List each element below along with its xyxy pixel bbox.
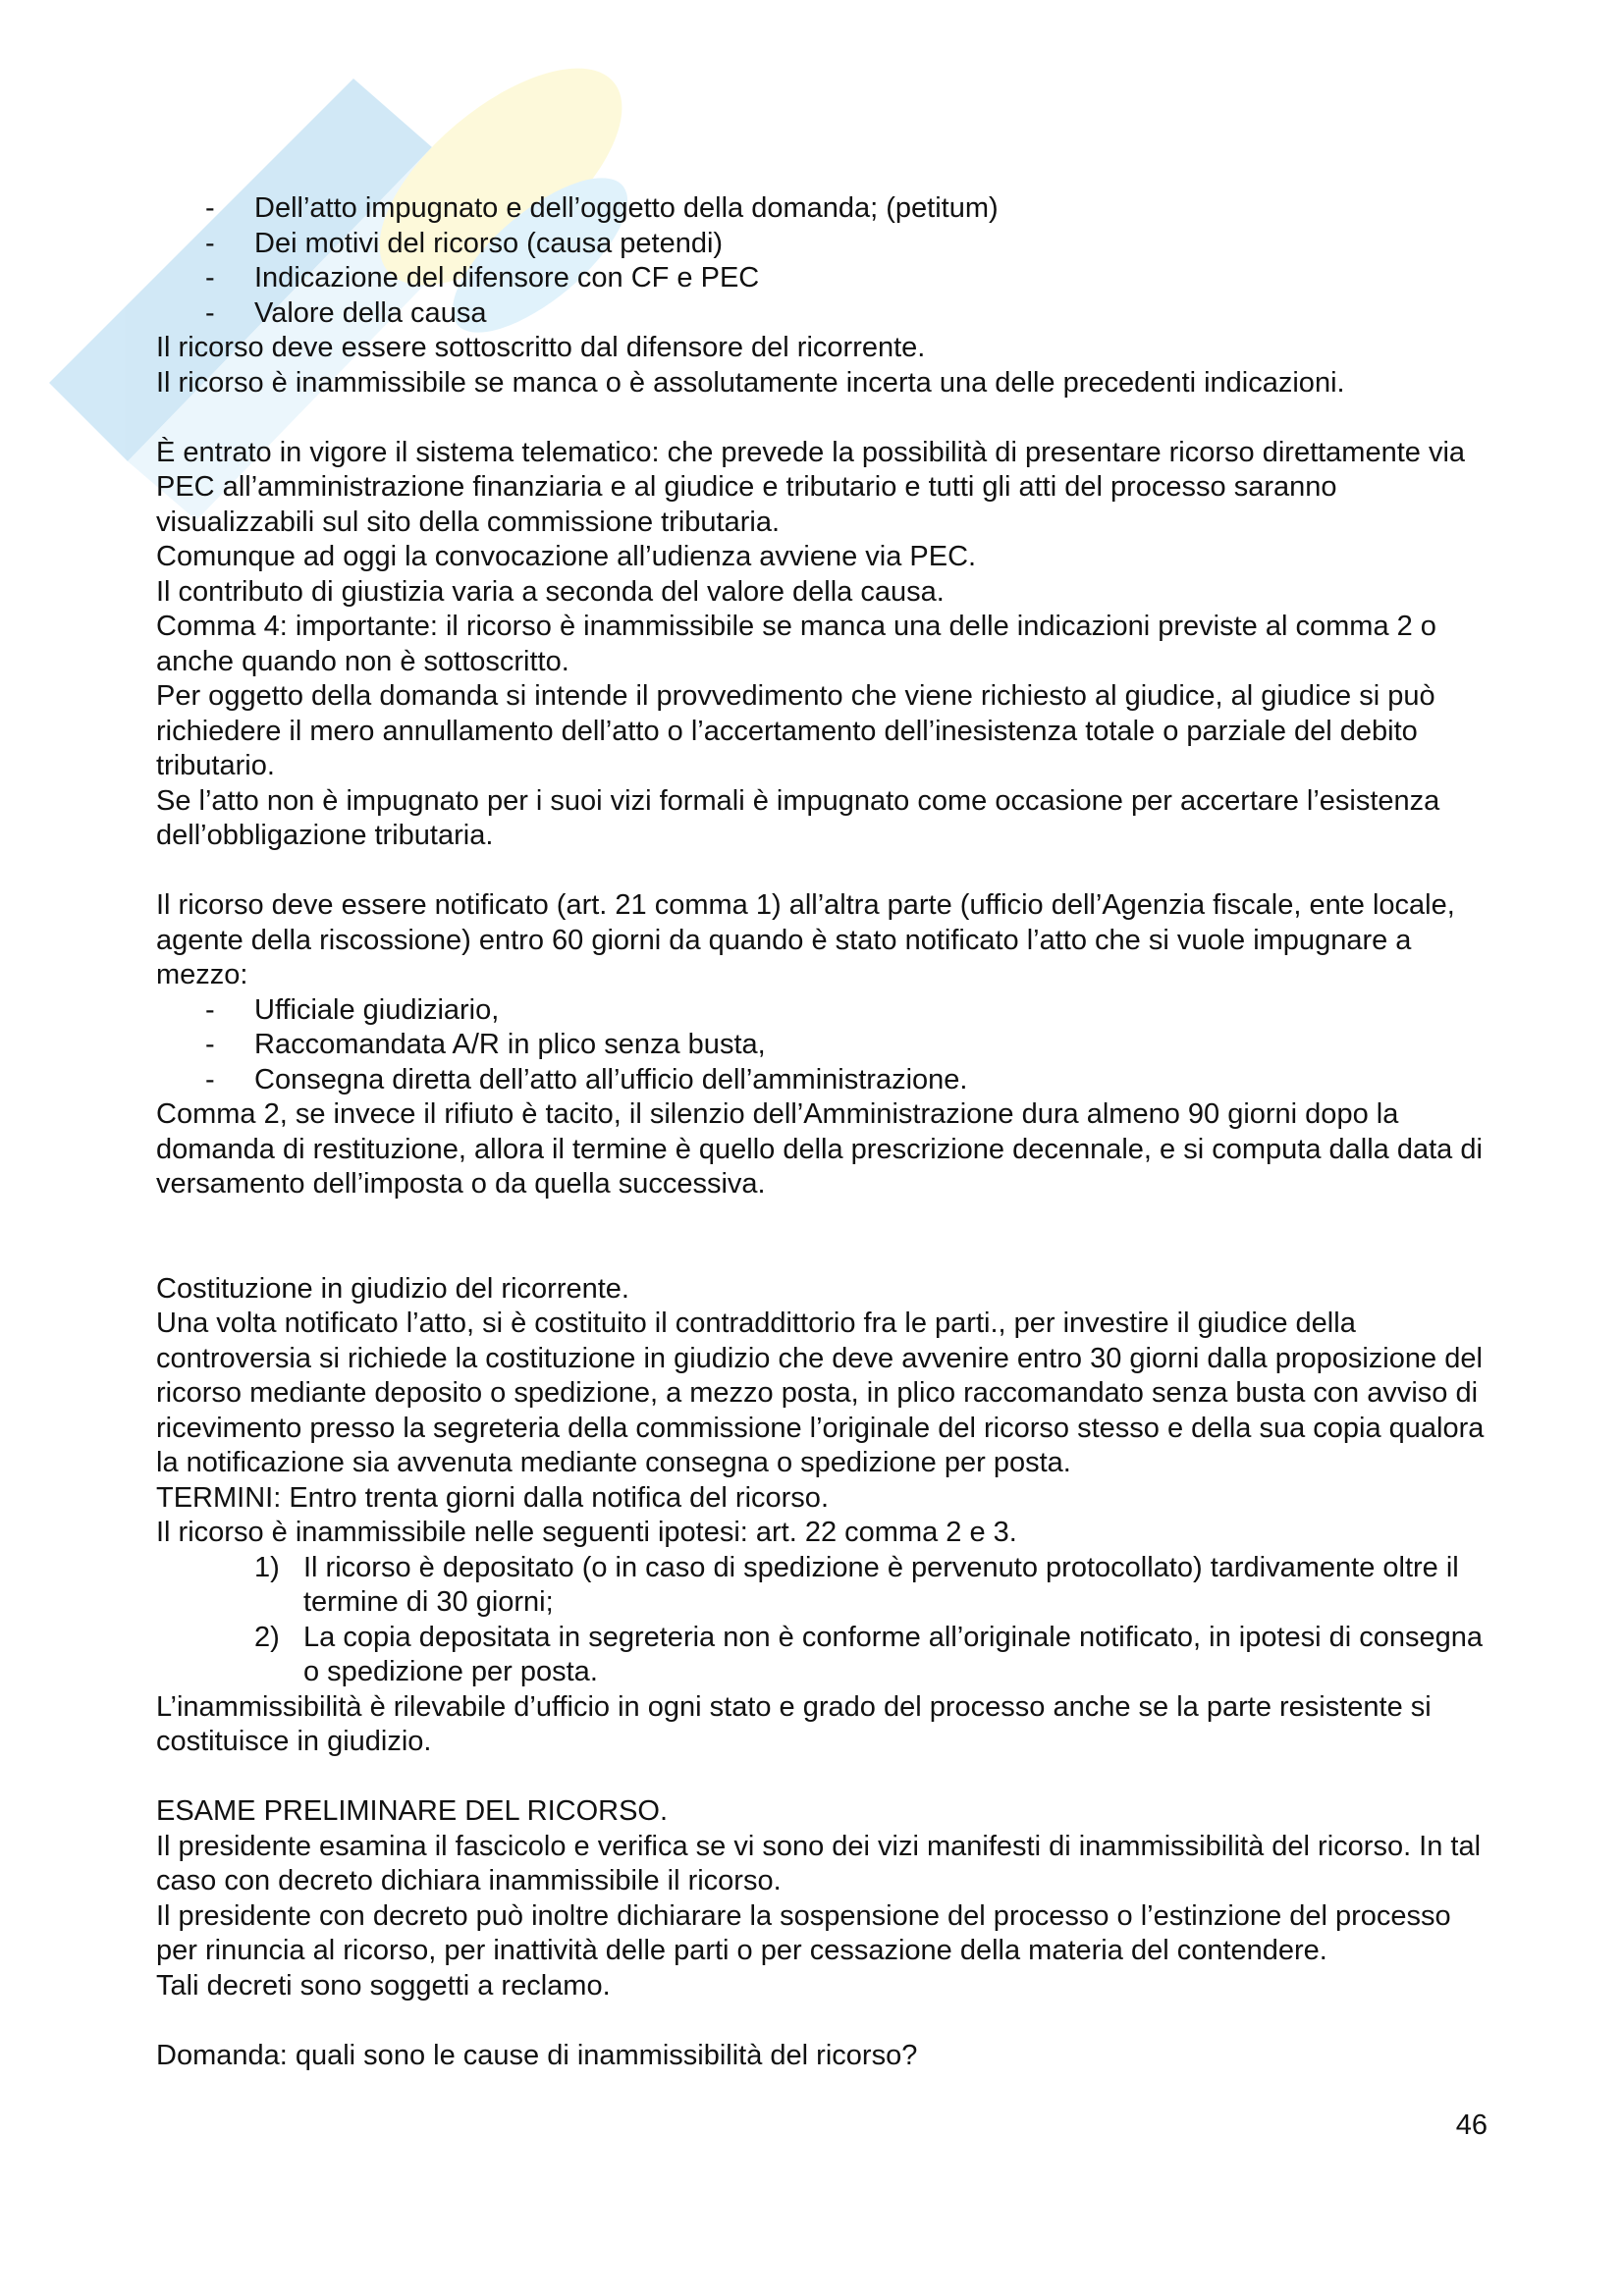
list-item: - Valore della causa (205, 296, 487, 329)
section-heading: ESAME PRELIMINARE DEL RICORSO. (156, 1795, 669, 1827)
paragraph: Il presidente con decreto può inoltre dichiarare la sospensione del processo o l’estinzione del processo per rinuncia al ricorso, per inattività delle parti o per cessazione della materia del contendere. (156, 1899, 1451, 1966)
list-item: - Dell’atto impugnato e dell’oggetto della domanda; (petitum) (205, 192, 999, 224)
list-item: - Indicazione del difensore con CF e PEC (205, 262, 760, 294)
paragraph: Per oggetto della domanda si intende il provvedimento che viene richiesto al giudice, al giudice si può richiedere il mero annullamento dell’atto o l’accertamento dell’inesistenza totale o parziale del debito tributario. (156, 680, 1435, 781)
paragraph: Comma 2, se invece il rifiuto è tacito, il silenzio dell’Amministrazione dura almeno 90 giorni dopo la domanda di restituzione, allora il termine è quello della prescrizione decennale, e si computa dalla data di versamento dell’imposta o da quella successiva. (156, 1098, 1483, 1200)
paragraph: Il ricorso deve essere notificato (art. 21 comma 1) all’altra parte (ufficio dell’Agenzia fiscale, ente locale, agente della riscossione) entro 60 giorni da quando è stato notificato l’atto che si vuole impugnare a mezzo: (156, 889, 1455, 990)
paragraph: Il contributo di giustizia varia a seconda del valore della causa. (156, 575, 945, 608)
list-item: - Raccomandata A/R in plico senza busta, (205, 1029, 766, 1060)
paragraph: L’inammissibilità è rilevabile d’ufficio in ogni stato e grado del processo anche se la parte resistente si costituisce in giudizio. (156, 1690, 1432, 1757)
paragraph: TERMINI: Entro trenta giorni dalla notifica del ricorso. (156, 1481, 829, 1514)
section-heading: Costituzione in giudizio del ricorrente. (156, 1272, 629, 1305)
page-number: 46 (1455, 2109, 1488, 2141)
paragraph: Il ricorso è inammissibile nelle seguenti ipotesi: art. 22 comma 2 e 3. (156, 1517, 1017, 1548)
list-item: - Dei motivi del ricorso (causa petendi) (205, 227, 724, 259)
paragraph: Una volta notificato l’atto, si è costituito il contraddittorio fra le parti., per investire il giudice della controversia si richiede la costituzione in giudizio che deve avvenire entro 30 giorni dalla proposizione del ricorso mediante deposito o spedizione, a mezzo posta, in plico raccomandato senza busta con avviso di ricevimento presso la segreteria della commissione l’originale del ricorso stesso e della sua copia qualora la notificazione sia avvenuta mediante consegna o spedizione per posta. (156, 1308, 1485, 1478)
paragraph: Il presidente esamina il fascicolo e verifica se vi sono dei vizi manifesti di inammissibilità del ricorso. In tal caso con decreto dichiara inammissibile il ricorso. (156, 1830, 1482, 1896)
list-item: 1) Il ricorso è depositato (o in caso di spedizione è pervenuto protocollato) tardivamente oltre il termine di 30 giorni; (254, 1551, 1459, 1618)
paragraph: È entrato in vigore il sistema telematico: che prevede la possibilità di presentare ricorso direttamente via PEC all’amministrazione finanziaria e al giudice e tributario e tutti gli atti del processo saranno visualizzabili sul sito della commissione tributaria. (156, 436, 1466, 538)
list-item: 2) La copia depositata in segreteria non è conforme all’originale notificato, in ipotesi di consegna o spedizione per posta. (254, 1621, 1484, 1687)
list-item: - Ufficiale giudiziario, (205, 993, 500, 1026)
document-body (156, 191, 1491, 2073)
paragraph: Tali decreti sono soggetti a reclamo. (156, 1969, 611, 2002)
paragraph: Se l’atto non è impugnato per i suoi vizi formali è impugnato come occasione per accertare l’esistenza dell’obbligazione tributaria. (156, 784, 1440, 851)
list-item: - Consegna diretta dell’atto all’ufficio dell’amministrazione. (205, 1063, 968, 1095)
paragraph: Il ricorso deve essere sottoscritto dal difensore del ricorrente. (156, 332, 926, 363)
paragraph: Comma 4: importante: il ricorso è inammissibile se manca una delle indicazioni previste al comma 2 o anche quando non è sottoscritto. (156, 611, 1436, 677)
paragraph: Il ricorso è inammissibile se manca o è assolutamente incerta una delle precedenti indicazioni. (156, 366, 1345, 399)
question: Domanda: quali sono le cause di inammissibilità del ricorso? (156, 2039, 918, 2071)
paragraph: Comunque ad oggi la convocazione all’udienza avviene via PEC. (156, 541, 977, 572)
